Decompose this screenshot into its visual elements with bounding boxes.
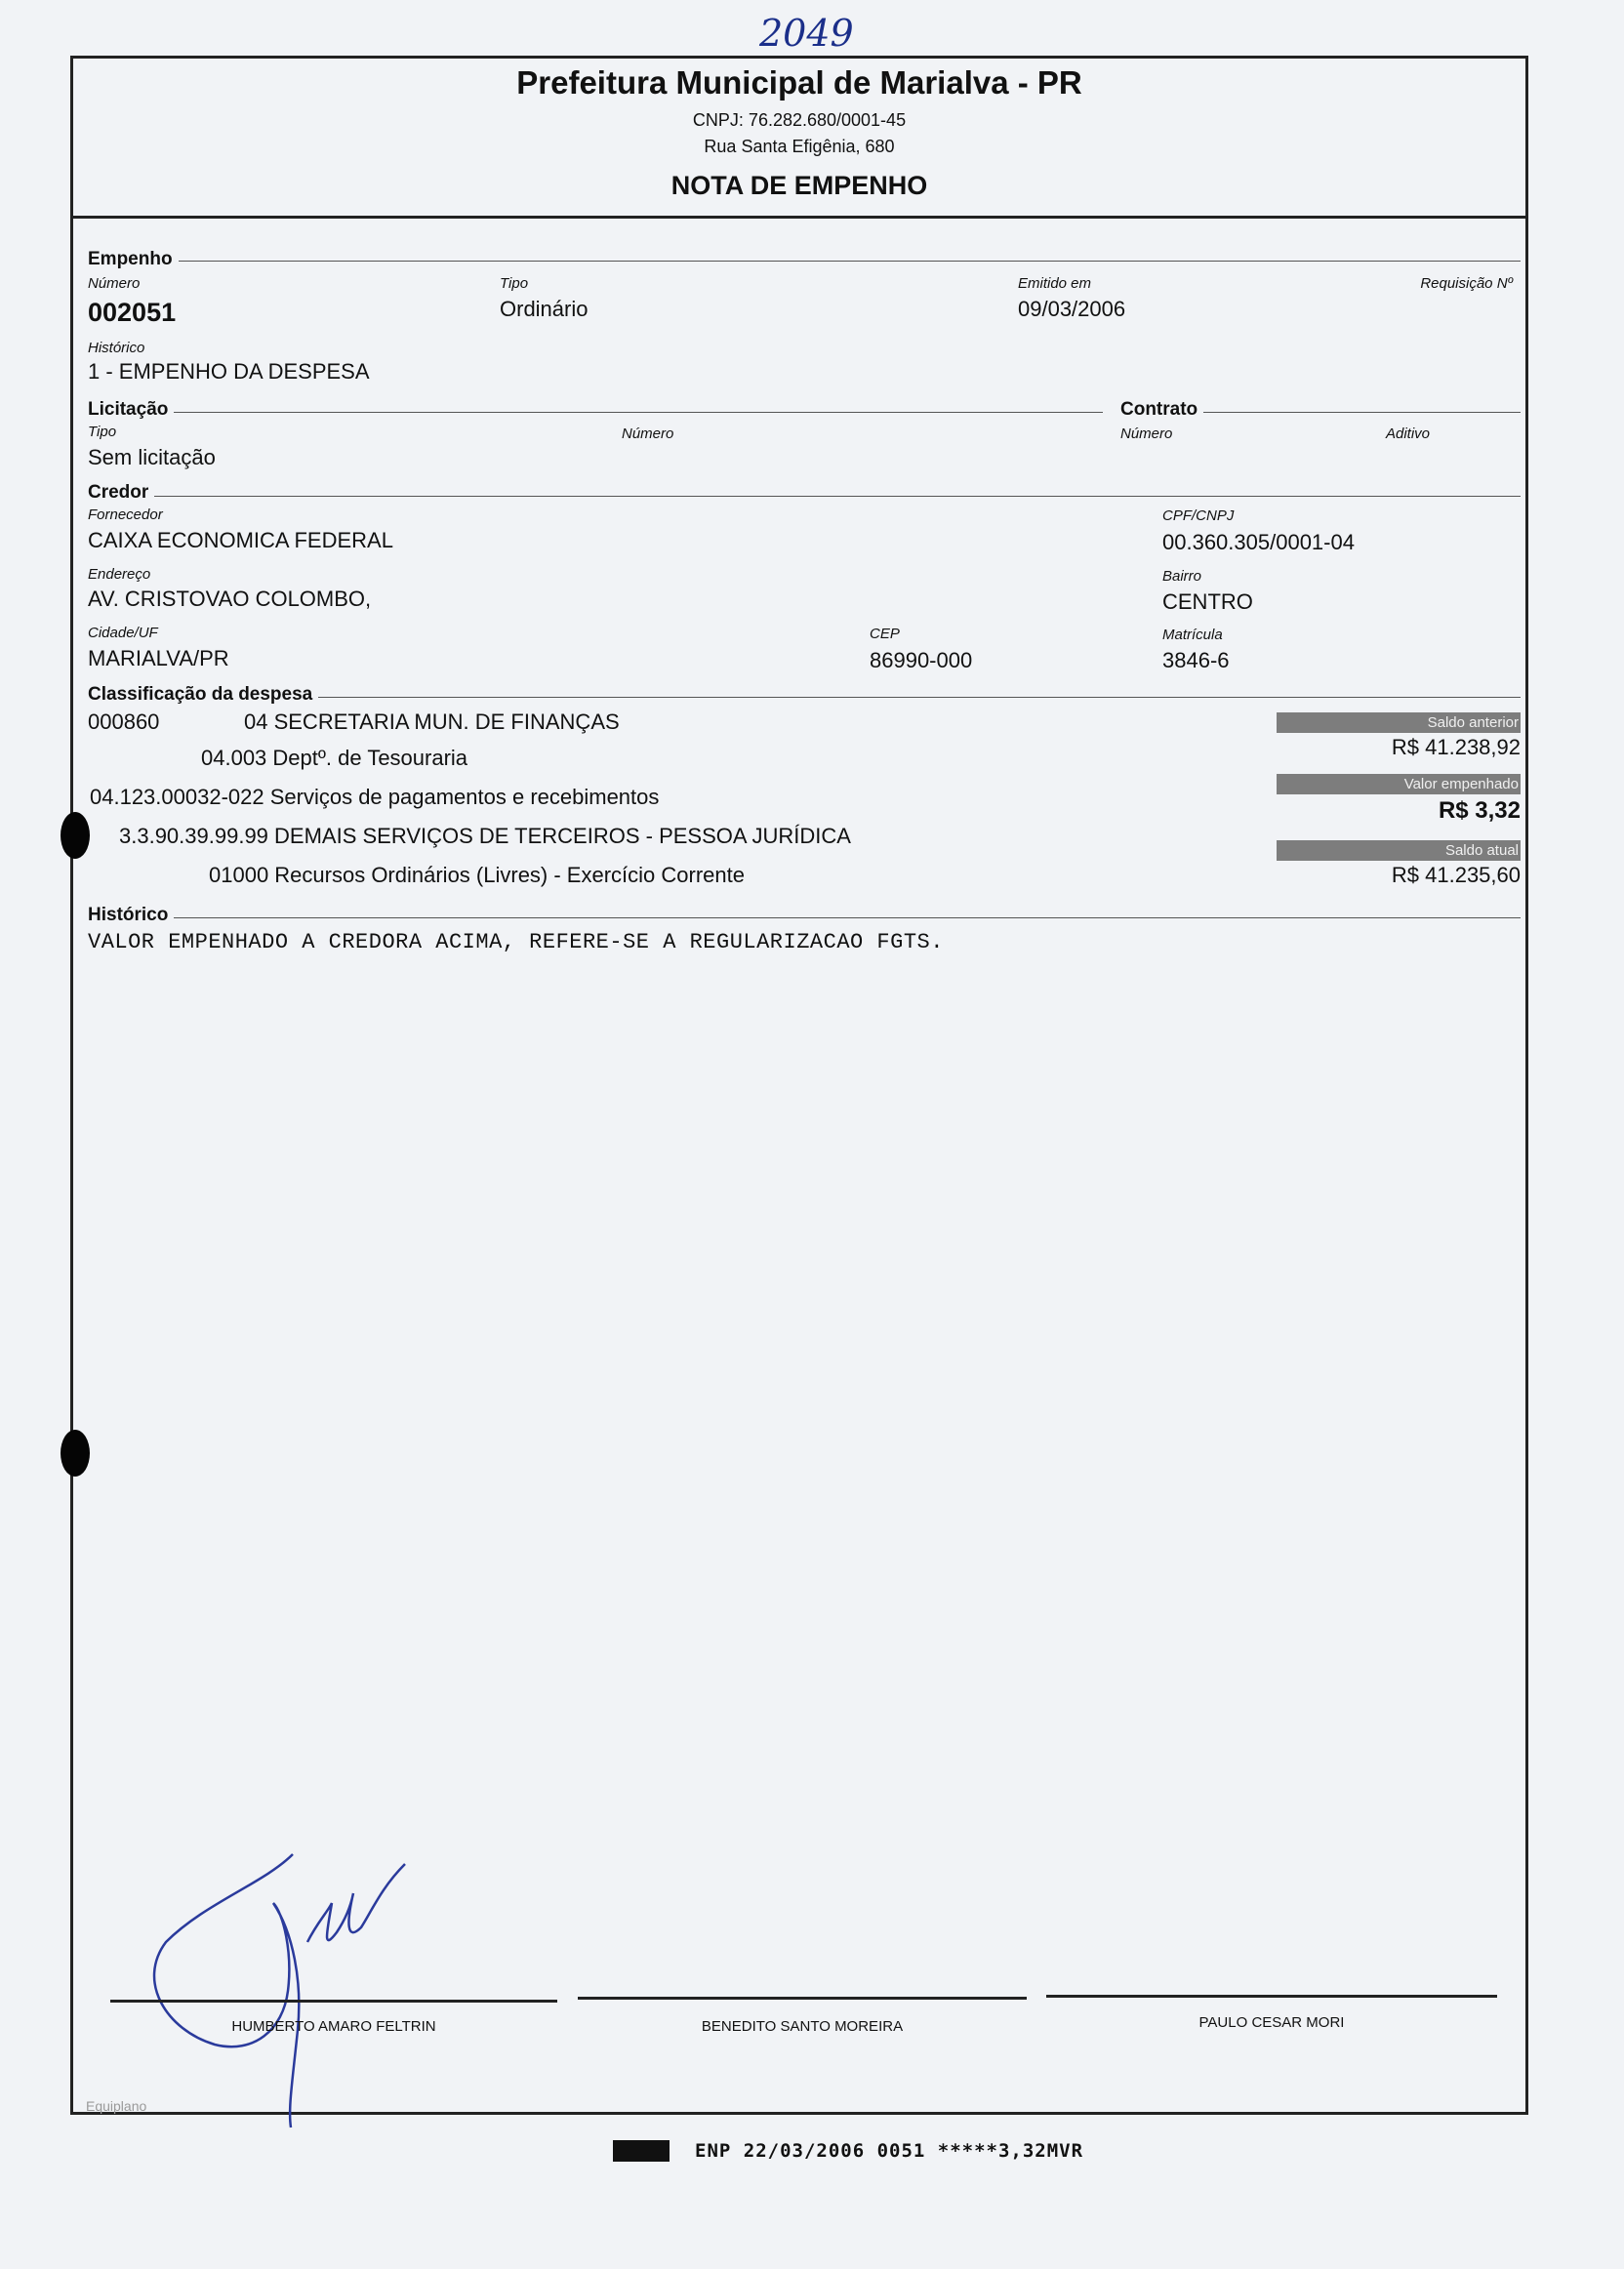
empenho-historico: 1 - EMPENHO DA DESPESA <box>88 359 370 384</box>
credor-heading: Credor <box>88 482 154 504</box>
endereco-value: AV. CRISTOVAO COLOMBO, <box>88 587 372 611</box>
signature-line-3 <box>1046 1995 1497 1998</box>
contrato-numero-label: Número <box>1120 425 1173 442</box>
fornecedor-name: CAIXA ECONOMICA FEDERAL <box>88 528 393 552</box>
saldo-atual-label: Saldo atual <box>1277 840 1521 861</box>
secretaria-line: 04 SECRETARIA MUN. DE FINANÇAS <box>244 709 620 734</box>
departamento-line: 04.003 Deptº. de Tesouraria <box>201 746 468 770</box>
cnpj-line: CNPJ: 76.282.680/0001-45 <box>692 110 907 130</box>
licitacao-tipo: Sem licitação <box>88 445 216 469</box>
classificacao-heading: Classificação da despesa <box>88 684 318 706</box>
empenho-numero-label: Número <box>88 275 141 292</box>
licitacao-rule <box>88 412 1103 413</box>
cep-value: 86990-000 <box>870 648 973 672</box>
valor-empenhado-label: Valor empenhado <box>1277 774 1521 794</box>
document-title: NOTA DE EMPENHO <box>670 171 928 200</box>
empenho-tipo-label: Tipo <box>500 275 529 292</box>
credor-rule <box>88 496 1521 497</box>
recurso-line: 01000 Recursos Ordinários (Livres) - Exercício Corrente <box>209 863 745 887</box>
saldo-anterior-label: Saldo anterior <box>1277 712 1521 733</box>
signatory-2: BENEDITO SANTO MOREIRA <box>701 2018 904 2035</box>
emitido-label: Emitido em <box>1018 275 1092 292</box>
empenho-numero: 002051 <box>88 298 177 327</box>
fornecedor-label: Fornecedor <box>88 506 163 523</box>
contrato-heading: Contrato <box>1120 399 1203 421</box>
licitacao-heading: Licitação <box>88 399 174 421</box>
empenho-historico-label: Histórico <box>88 340 145 356</box>
signature-line-1 <box>110 2000 557 2003</box>
contrato-aditivo-label: Aditivo <box>1386 425 1431 442</box>
empenho-tipo: Ordinário <box>500 297 589 321</box>
stamp-mark <box>613 2140 670 2162</box>
requisicao-label: Requisição Nº <box>1420 275 1513 292</box>
bairro-label: Bairro <box>1162 568 1202 585</box>
municipality-title: Prefeitura Municipal de Marialva - PR <box>516 64 1082 101</box>
historico-rule <box>88 917 1521 918</box>
saldo-atual-value: R$ 41.235,60 <box>1391 863 1521 887</box>
footer-stamp: ENP 22/03/2006 0051 *****3,32MVR <box>695 2140 1084 2162</box>
signatory-1: HUMBERTO AMARO FELTRIN <box>231 2018 436 2035</box>
cpf-cnpj-value: 00.360.305/0001-04 <box>1162 530 1355 554</box>
handwritten-signature <box>146 1844 439 2137</box>
saldo-anterior-value: R$ 41.238,92 <box>1391 735 1521 759</box>
classificacao-code: 000860 <box>88 709 160 734</box>
handwritten-page-number: 2049 <box>759 12 854 55</box>
punch-hole-upper <box>61 812 90 859</box>
historico-text: VALOR EMPENHADO A CREDORA ACIMA, REFERE-SE A REGULARIZACAO FGTS. <box>88 930 944 954</box>
empenho-rule <box>88 261 1521 262</box>
signatory-3: PAULO CESAR MORI <box>1198 2014 1345 2031</box>
historico-heading: Histórico <box>88 905 174 926</box>
matricula-label: Matrícula <box>1162 627 1223 643</box>
emitido-date: 09/03/2006 <box>1018 297 1126 321</box>
address-line: Rua Santa Efigênia, 680 <box>704 137 895 156</box>
signature-line-2 <box>578 1997 1027 2000</box>
endereco-label: Endereço <box>88 566 151 583</box>
cidade-value: MARIALVA/PR <box>88 646 229 670</box>
funcional-line: 04.123.00032-022 Serviços de pagamentos e recebimentos <box>90 785 660 809</box>
licitacao-tipo-label: Tipo <box>88 424 117 440</box>
licitacao-numero-label: Número <box>622 425 674 442</box>
cidade-label: Cidade/UF <box>88 625 158 641</box>
software-credit: Equiplano <box>86 2098 147 2114</box>
bairro-value: CENTRO <box>1162 589 1253 614</box>
cpf-cnpj-label: CPF/CNPJ <box>1162 507 1235 524</box>
empenho-heading: Empenho <box>88 249 179 270</box>
valor-empenhado-value: R$ 3,32 <box>1438 797 1521 824</box>
punch-hole-lower <box>61 1430 90 1477</box>
elemento-line: 3.3.90.39.99.99 DEMAIS SERVIÇOS DE TERCEIROS - PESSOA JURÍDICA <box>119 824 851 848</box>
cep-label: CEP <box>870 626 900 642</box>
header-divider <box>70 216 1528 219</box>
matricula-value: 3846-6 <box>1162 648 1230 672</box>
